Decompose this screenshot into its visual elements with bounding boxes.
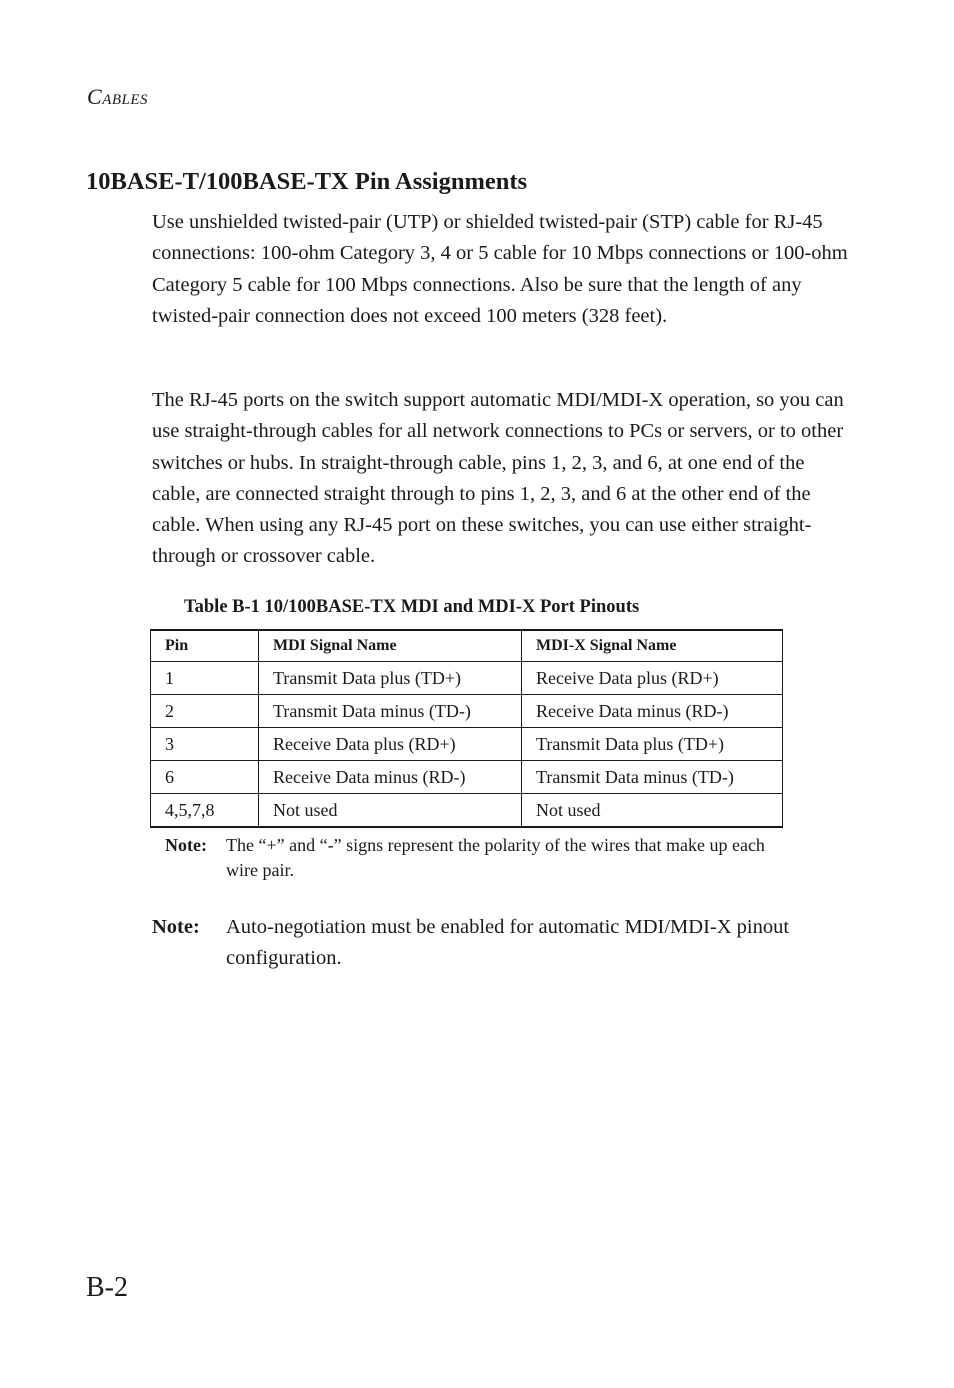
running-header-rest: ABLES bbox=[102, 92, 149, 108]
table-row bbox=[151, 761, 783, 794]
cell-pin: 1 bbox=[151, 662, 259, 695]
column-header-pin: Pin bbox=[151, 630, 259, 662]
cell-mdix-signal: Transmit Data minus (TD-) bbox=[522, 761, 783, 794]
note-text: Auto-negotiation must be enabled for automatic MDI/MDI-X pinout configuration. bbox=[226, 916, 790, 970]
cell-mdi-signal: Transmit Data minus (TD-) bbox=[259, 695, 522, 728]
cell-mdi-signal: Receive Data minus (RD-) bbox=[259, 761, 522, 794]
page-number: B-2 bbox=[86, 1272, 128, 1303]
note-label: Note: bbox=[152, 916, 200, 938]
table-row bbox=[151, 794, 783, 828]
running-header-cap: C bbox=[87, 84, 103, 109]
cell-mdix-signal: Transmit Data plus (TD+) bbox=[522, 728, 783, 761]
cell-pin: 2 bbox=[151, 695, 259, 728]
table-note-text: The “+” and “-” signs represent the polarity of the wires that make up each wire pair. bbox=[226, 835, 765, 880]
intro-paragraph: Use unshielded twisted-pair (UTP) or shielded twisted-pair (STP) cable for RJ-45 connections: 100-ohm Category 3, 4 or 5 cable for 10 Mbps connections or 100-ohm Category 5 cable for 100 Mbps connections. Also be sure that the length of any twisted-pair connection does not exceed 100 meters (328 feet). bbox=[152, 211, 848, 327]
cell-pin: 6 bbox=[151, 761, 259, 794]
pinout-table bbox=[150, 629, 783, 828]
cell-mdix-signal: Receive Data minus (RD-) bbox=[522, 695, 783, 728]
cell-mdi-signal: Not used bbox=[259, 794, 522, 828]
table-caption: Table B-1 10/100BASE-TX MDI and MDI-X Port Pinouts bbox=[184, 597, 640, 617]
table-note-label: Note: bbox=[165, 835, 207, 855]
section-heading: 10BASE-T/100BASE-TX Pin Assignments bbox=[86, 168, 528, 195]
table-row bbox=[151, 728, 783, 761]
column-header-mdi: MDI Signal Name bbox=[259, 630, 522, 662]
cell-mdix-signal: Receive Data plus (RD+) bbox=[522, 662, 783, 695]
cell-mdi-signal: Transmit Data plus (TD+) bbox=[259, 662, 522, 695]
table-row bbox=[151, 662, 783, 695]
running-header bbox=[87, 84, 148, 110]
table-row bbox=[151, 695, 783, 728]
cell-mdix-signal: Not used bbox=[522, 794, 783, 828]
cell-mdi-signal: Receive Data plus (RD+) bbox=[259, 728, 522, 761]
cell-pin: 3 bbox=[151, 728, 259, 761]
cell-pin: 4,5,7,8 bbox=[151, 794, 259, 828]
column-header-mdix: MDI-X Signal Name bbox=[522, 630, 783, 662]
table-header-row bbox=[151, 630, 783, 662]
mdi-paragraph: The RJ-45 ports on the switch support automatic MDI/MDI-X operation, so you can use straight-through cables for all network connections to PCs or servers, or to other switches or hubs. In straight-through cable, pins 1, 2, 3, and 6, at one end of the cable, are connected straight through to pins 1, 2, 3, and 6 at the other end of the cable. When using any RJ-45 port on these switches, you can use either straight-through or crossover cable. bbox=[152, 389, 844, 568]
